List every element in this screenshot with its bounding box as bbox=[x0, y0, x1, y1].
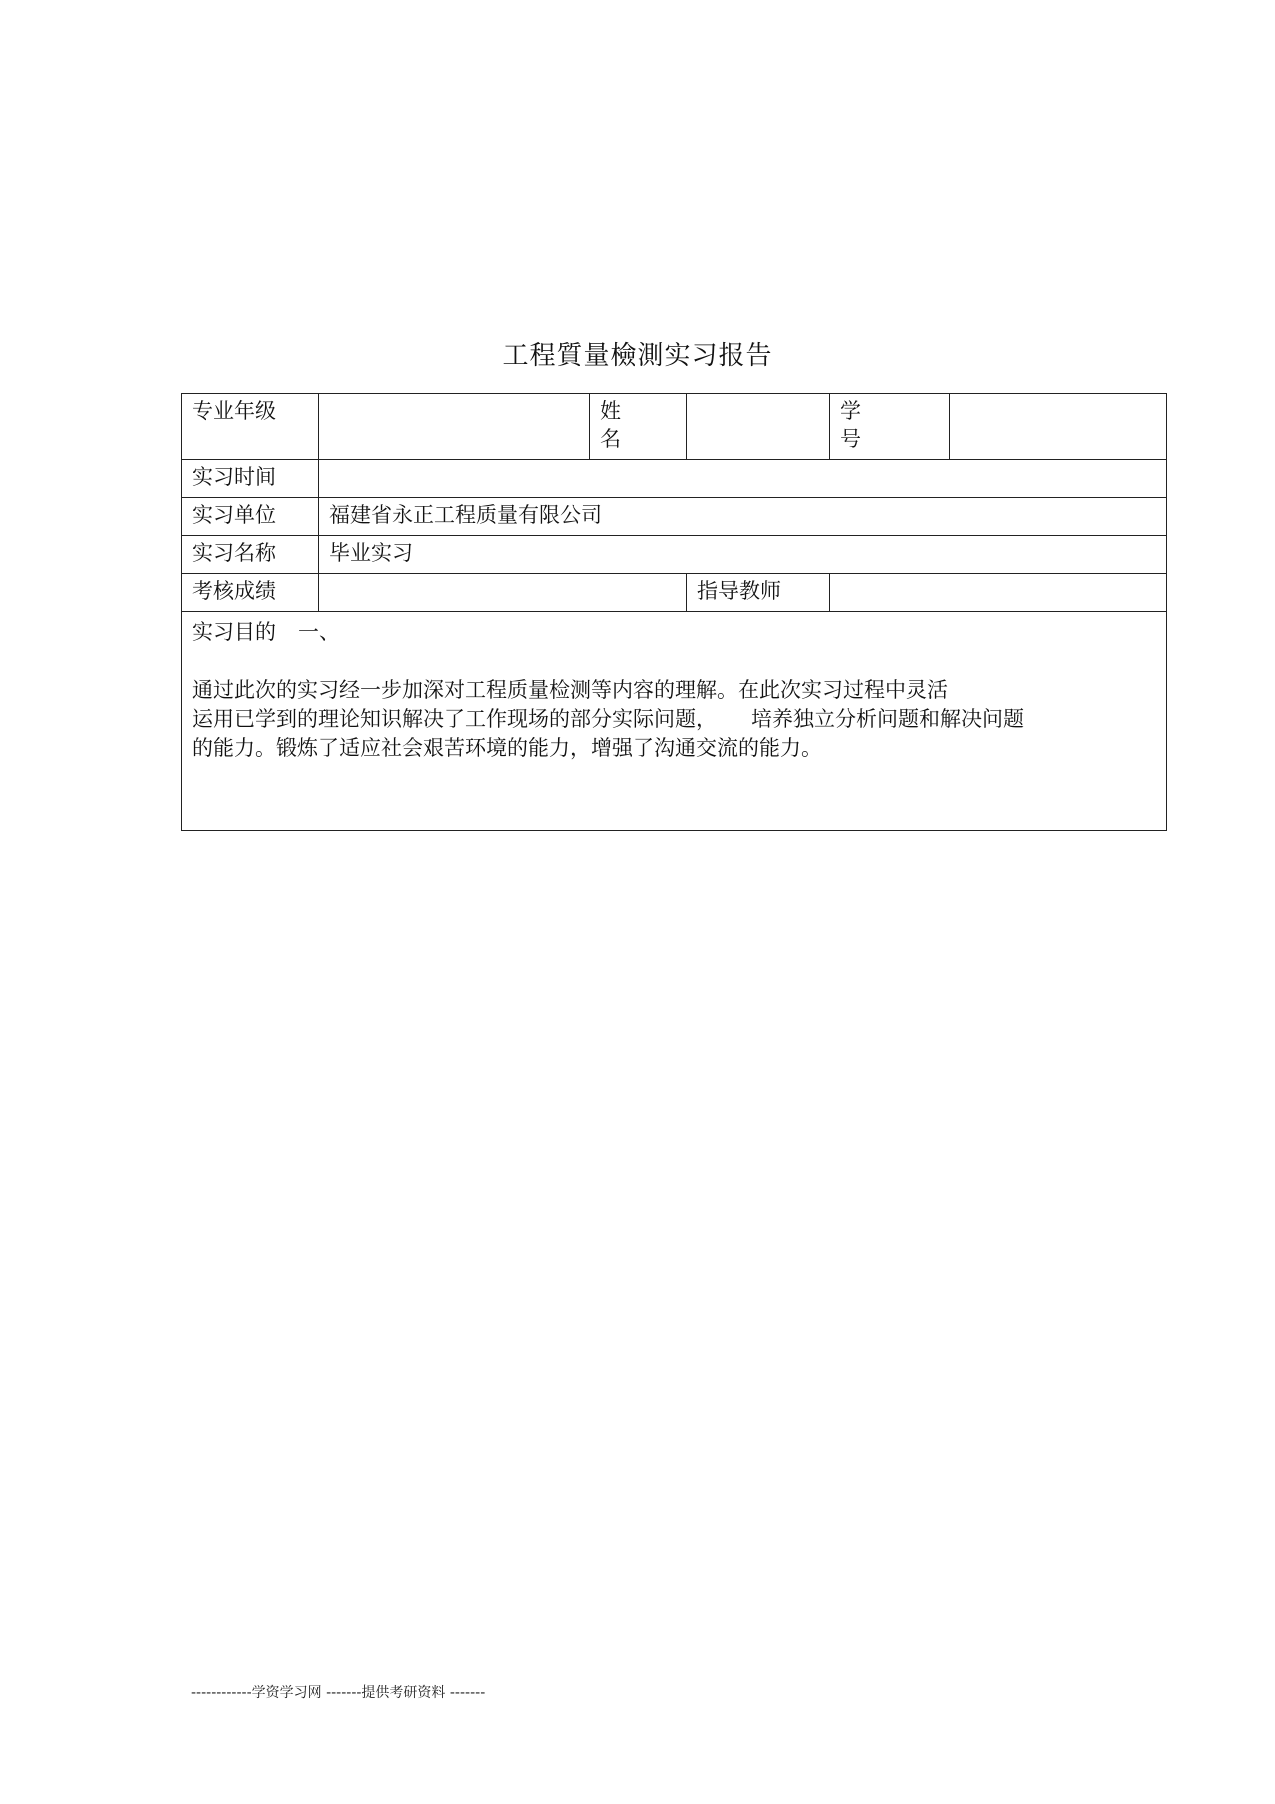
advisor-label: 指导教师 bbox=[687, 574, 830, 612]
advisor-field bbox=[830, 574, 1167, 612]
period-field bbox=[319, 460, 1167, 498]
document-title: 工程質量檢測实习报告 bbox=[502, 341, 773, 371]
grade-field bbox=[319, 574, 687, 612]
name-label-bottom: 名 bbox=[600, 427, 621, 451]
name-label-top: 姓 bbox=[600, 399, 621, 423]
internship-report-form bbox=[181, 393, 1167, 831]
form-row-assessment bbox=[182, 574, 1167, 612]
purpose-line-2b: 培养独立分析问题和解决问题 bbox=[751, 707, 1024, 731]
purpose-label: 实习目的 bbox=[192, 620, 276, 644]
purpose-number: 一、 bbox=[298, 620, 340, 644]
major-grade-field bbox=[319, 394, 590, 460]
period-label: 实习时间 bbox=[182, 460, 319, 498]
student-id-field bbox=[950, 394, 1167, 460]
internship-name-field: 毕业实习 bbox=[319, 536, 1167, 574]
major-grade-label: 专业年级 bbox=[182, 394, 319, 460]
page-footer: ------------学资学习网 -------提供考研资料 ------- bbox=[191, 1685, 486, 1701]
name-field bbox=[687, 394, 830, 460]
name-label bbox=[590, 394, 687, 460]
form-row-basic-info bbox=[182, 394, 1167, 460]
form-row-unit bbox=[182, 498, 1167, 536]
purpose-line-2a: 运用已学到的理论知识解决了工作现场的部分实际问题， bbox=[192, 707, 717, 731]
purpose-line-2 bbox=[192, 705, 1156, 734]
purpose-line-3: 的能力。锻炼了适应社会艰苦环境的能力，增强了沟通交流的能力。 bbox=[192, 736, 822, 760]
unit-label: 实习单位 bbox=[182, 498, 319, 536]
student-id-label-bottom: 号 bbox=[840, 427, 861, 451]
student-id-label-top: 学 bbox=[840, 399, 861, 423]
purpose-heading bbox=[192, 618, 1156, 646]
purpose-body bbox=[192, 676, 1156, 763]
purpose-cell bbox=[182, 612, 1167, 831]
form-row-internship-name bbox=[182, 536, 1167, 574]
form-row-purpose bbox=[182, 612, 1167, 831]
purpose-line-1: 通过此次的实习经一步加深对工程质量检测等内容的理解。在此次实习过程中灵活 bbox=[192, 678, 948, 702]
form-row-period bbox=[182, 460, 1167, 498]
internship-name-label: 实习名称 bbox=[182, 536, 319, 574]
unit-field: 福建省永正工程质量有限公司 bbox=[319, 498, 1167, 536]
grade-label: 考核成绩 bbox=[182, 574, 319, 612]
student-id-label bbox=[830, 394, 950, 460]
